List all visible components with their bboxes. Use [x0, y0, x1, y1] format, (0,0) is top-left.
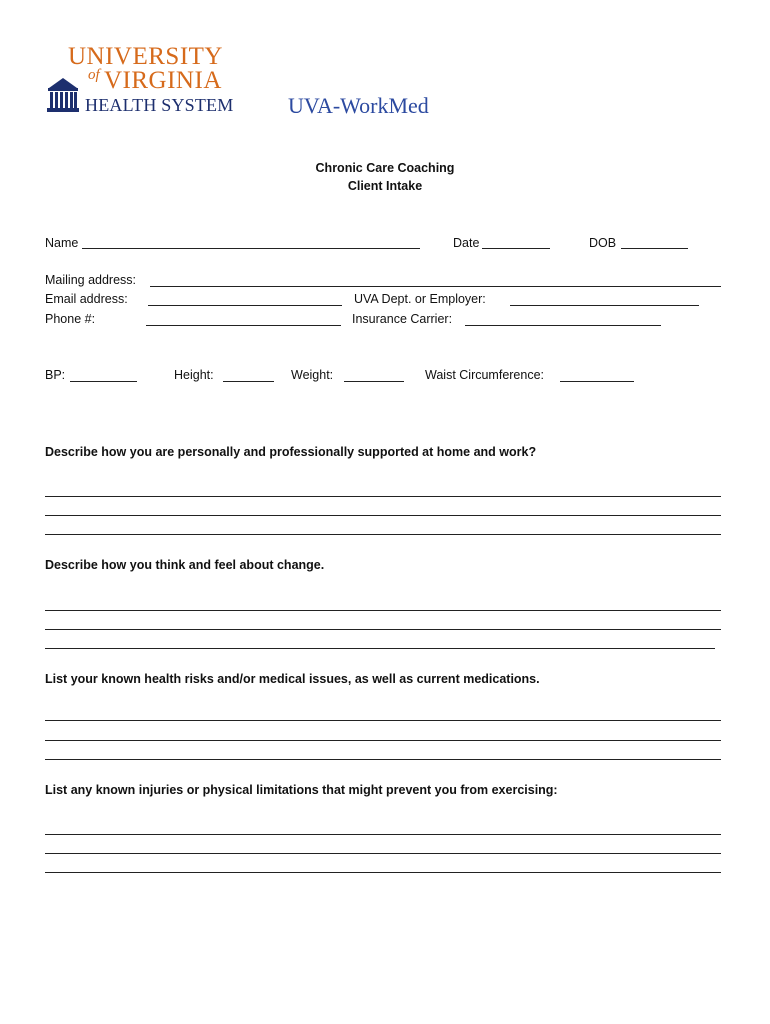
mailing-address-label: Mailing address: [45, 273, 137, 287]
weight-field[interactable] [344, 381, 404, 382]
answer-line[interactable] [45, 759, 721, 760]
department-title: UVA-WorkMed [288, 93, 429, 118]
uva-dept-field[interactable] [510, 305, 699, 306]
date-field[interactable] [482, 248, 550, 249]
question-health-risks: List your known health risks and/or medical issues, as well as current medications. [45, 672, 540, 686]
email-address-label: Email address: [45, 292, 128, 306]
logo-university-text: UNIVERSITY [68, 43, 223, 70]
logo-of-text: of [88, 67, 100, 83]
answer-line[interactable] [45, 610, 721, 611]
insurance-field[interactable] [465, 325, 661, 326]
answer-line[interactable] [45, 496, 721, 497]
question-injuries: List any known injuries or physical limitations that might prevent you from exercising: [45, 783, 558, 797]
question-support: Describe how you are personally and professionally supported at home and work? [45, 445, 537, 459]
insurance-label: Insurance Carrier: [352, 312, 453, 326]
mailing-address-field[interactable] [150, 286, 721, 287]
bp-field[interactable] [70, 381, 137, 382]
name-label: Name [45, 236, 79, 250]
waist-field[interactable] [560, 381, 634, 382]
answer-line[interactable] [45, 648, 715, 649]
answer-line[interactable] [45, 834, 721, 835]
phone-field[interactable] [146, 325, 341, 326]
phone-label: Phone #: [45, 312, 96, 326]
waist-label: Waist Circumference: [425, 368, 545, 382]
answer-line[interactable] [45, 853, 721, 854]
height-label: Height: [174, 368, 214, 382]
answer-line[interactable] [45, 515, 721, 516]
logo-health-system-text: HEALTH SYSTEM [85, 95, 234, 115]
weight-label: Weight: [291, 368, 334, 382]
answer-line[interactable] [45, 872, 721, 873]
form-title: Chronic Care Coaching [315, 161, 455, 175]
question-change: Describe how you think and feel about change. [45, 558, 325, 572]
name-field[interactable] [82, 248, 420, 249]
answer-line[interactable] [45, 629, 721, 630]
height-field[interactable] [223, 381, 274, 382]
rotunda-logo-icon [45, 74, 81, 116]
answer-line[interactable] [45, 720, 721, 721]
dob-label: DOB [589, 236, 617, 250]
date-label: Date [453, 236, 480, 250]
email-address-field[interactable] [148, 305, 342, 306]
dob-field[interactable] [621, 248, 688, 249]
uva-dept-label: UVA Dept. or Employer: [354, 292, 486, 306]
answer-line[interactable] [45, 534, 721, 535]
logo-virginia-text: VIRGINIA [104, 67, 222, 94]
form-subtitle: Client Intake [347, 179, 423, 193]
answer-line[interactable] [45, 740, 721, 741]
bp-label: BP: [45, 368, 66, 382]
